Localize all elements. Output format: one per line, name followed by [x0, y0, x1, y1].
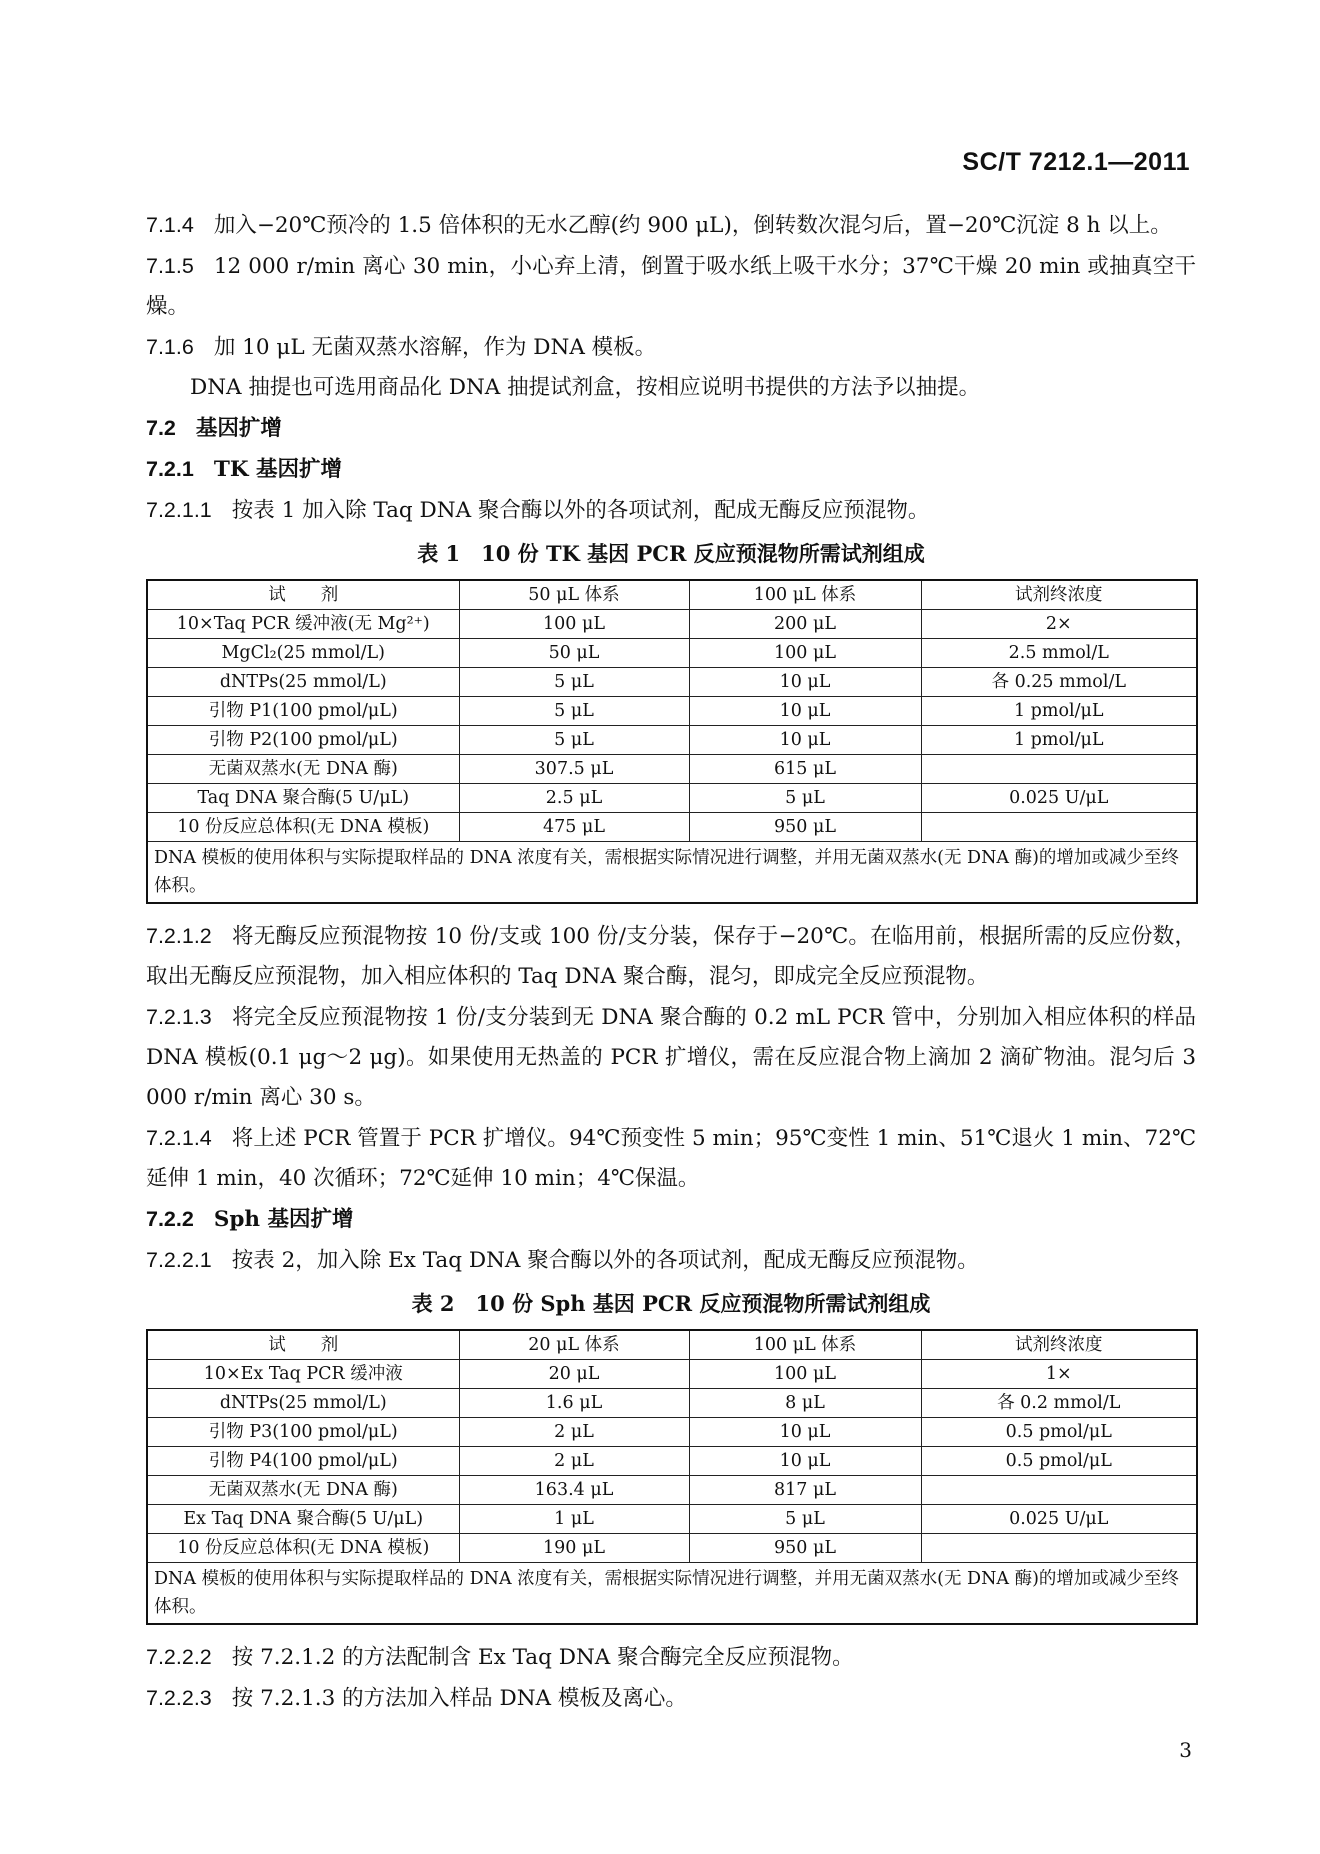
table-row — [147, 668, 1197, 697]
table-cell — [921, 1476, 1197, 1505]
table-row — [147, 1360, 1197, 1389]
table-cell: Ex Taq DNA 聚合酶(5 U/μL) — [147, 1505, 459, 1534]
table-cell: 引物 P1(100 pmol/μL) — [147, 697, 459, 726]
table-cell: MgCl₂(25 mmol/L) — [147, 639, 459, 668]
table-note-row — [147, 842, 1197, 904]
table-header-cell: 100 μL 体系 — [689, 1330, 921, 1360]
table-cell: 100 μL — [689, 639, 921, 668]
table-cell: 0.5 pmol/μL — [921, 1447, 1197, 1476]
table1-note: DNA 模板的使用体积与实际提取样品的 DNA 浓度有关，需根据实际情况进行调整，并用无菌双蒸水(无 DNA 酶)的增加或减少至终体积。 — [147, 842, 1197, 904]
paragraph-7-1-6: 7.1.6 加 10 μL 无菌双蒸水溶解，作为 DNA 模板。 — [146, 335, 657, 360]
table-note-row — [147, 1563, 1197, 1625]
table1 — [146, 579, 1198, 904]
heading-7-2-2: 7.2.2 Sph 基因扩增 — [146, 1207, 354, 1232]
table-row — [147, 1505, 1197, 1534]
table-cell: 2× — [921, 610, 1197, 639]
table-cell — [921, 1534, 1197, 1563]
table-cell: 10 μL — [689, 668, 921, 697]
note-dna-kit: DNA 抽提也可选用商品化 DNA 抽提试剂盒，按相应说明书提供的方法予以抽提。 — [190, 375, 981, 400]
table-cell: 无菌双蒸水(无 DNA 酶) — [147, 1476, 459, 1505]
table-cell: dNTPs(25 mmol/L) — [147, 668, 459, 697]
table-cell: 引物 P4(100 pmol/μL) — [147, 1447, 459, 1476]
table2 — [146, 1329, 1198, 1625]
table-header-cell: 试 剂 — [147, 580, 459, 610]
paragraph-7-2-1-4: 7.2.1.4 将上述 PCR 管置于 PCR 扩增仪。94℃预变性 5 min；95℃变性 1 min、51℃退火 1 min、72℃延伸 1 min，40 次循环；72℃延伸 10 min；4℃保温。 — [146, 1126, 1196, 1191]
table-cell: 950 μL — [689, 813, 921, 842]
table-cell: 引物 P2(100 pmol/μL) — [147, 726, 459, 755]
table-cell: 615 μL — [689, 755, 921, 784]
table2-note: DNA 模板的使用体积与实际提取样品的 DNA 浓度有关，需根据实际情况进行调整，并用无菌双蒸水(无 DNA 酶)的增加或减少至终体积。 — [147, 1563, 1197, 1625]
table-header-row — [147, 1330, 1197, 1360]
table-cell: 10×Ex Taq PCR 缓冲液 — [147, 1360, 459, 1389]
table-row — [147, 1476, 1197, 1505]
spacer — [146, 1625, 1196, 1637]
table-cell: 5 μL — [459, 697, 689, 726]
table-header-cell: 试剂终浓度 — [921, 1330, 1197, 1360]
table-cell: 10 份反应总体积(无 DNA 模板) — [147, 813, 459, 842]
table-row — [147, 639, 1197, 668]
table-cell: 100 μL — [459, 610, 689, 639]
table-cell: 1 μL — [459, 1505, 689, 1534]
paragraph-7-2-1-2: 7.2.1.2 将无酶反应预混物按 10 份/支或 100 份/支分装，保存于−20℃。在临用前，根据所需的反应份数，取出无酶反应预混物，加入相应体积的 Taq DNA 聚合酶，混匀，即成完全反应预混物。 — [146, 924, 1196, 989]
table-row — [147, 1389, 1197, 1418]
table-cell: 475 μL — [459, 813, 689, 842]
table-cell: 各 0.25 mmol/L — [921, 668, 1197, 697]
table-cell: 20 μL — [459, 1360, 689, 1389]
paragraph-7-2-1-1: 7.2.1.1 按表 1 加入除 Taq DNA 聚合酶以外的各项试剂，配成无酶反应预混物。 — [146, 498, 930, 523]
table-cell: 817 μL — [689, 1476, 921, 1505]
standard-code: SC/T 7212.1—2011 — [962, 148, 1190, 176]
table-cell: 5 μL — [459, 726, 689, 755]
table-cell: 1 pmol/μL — [921, 697, 1197, 726]
table-row — [147, 813, 1197, 842]
table-cell: 2 μL — [459, 1447, 689, 1476]
paragraph-7-2-2-2: 7.2.2.2 按 7.2.1.2 的方法配制含 Ex Taq DNA 聚合酶完全反应预混物。 — [146, 1645, 854, 1670]
table2-caption: 表 2 10 份 Sph 基因 PCR 反应预混物所需试剂组成 — [411, 1291, 931, 1316]
table-cell: 10 份反应总体积(无 DNA 模板) — [147, 1534, 459, 1563]
paragraph-7-1-4: 7.1.4 加入−20℃预冷的 1.5 倍体积的无水乙醇(约 900 μL)，倒转数次混匀后，置−20℃沉淀 8 h 以上。 — [146, 213, 1172, 238]
heading-7-2-1: 7.2.1 TK 基因扩增 — [146, 457, 342, 482]
table-cell — [921, 755, 1197, 784]
table-header-cell: 100 μL 体系 — [689, 580, 921, 610]
table-cell: 8 μL — [689, 1389, 921, 1418]
table-cell: 0.025 U/μL — [921, 784, 1197, 813]
table-cell: 5 μL — [689, 784, 921, 813]
paragraph-7-2-1-3: 7.2.1.3 将完全反应预混物按 1 份/支分装到无 DNA 聚合酶的 0.2 mL PCR 管中，分别加入相应体积的样品 DNA 模板(0.1 μg～2 μg)。如果使用无热盖的 PCR 扩增仪，需在反应混合物上滴加 2 滴矿物油。混匀后 3 000 r/min 离心 30 s。 — [146, 1005, 1196, 1110]
table-header-cell: 试剂终浓度 — [921, 580, 1197, 610]
table-cell: 1 pmol/μL — [921, 726, 1197, 755]
table-row — [147, 755, 1197, 784]
spacer — [146, 904, 1196, 916]
table-header-cell: 20 μL 体系 — [459, 1330, 689, 1360]
table-cell: Taq DNA 聚合酶(5 U/μL) — [147, 784, 459, 813]
table-cell: 1.6 μL — [459, 1389, 689, 1418]
table-cell: 50 μL — [459, 639, 689, 668]
table-row — [147, 1447, 1197, 1476]
table-cell: 10 μL — [689, 1447, 921, 1476]
table-cell: 163.4 μL — [459, 1476, 689, 1505]
paragraph-7-2-2-3: 7.2.2.3 按 7.2.1.3 的方法加入样品 DNA 模板及离心。 — [146, 1686, 687, 1711]
table-cell: 引物 P3(100 pmol/μL) — [147, 1418, 459, 1447]
table-cell: 307.5 μL — [459, 755, 689, 784]
table-cell: 190 μL — [459, 1534, 689, 1563]
table-cell: 2.5 mmol/L — [921, 639, 1197, 668]
table-cell: 5 μL — [459, 668, 689, 697]
table-cell: 10 μL — [689, 1418, 921, 1447]
paragraph-7-2-2-1: 7.2.2.1 按表 2，加入除 Ex Taq DNA 聚合酶以外的各项试剂，配成无酶反应预混物。 — [146, 1248, 979, 1273]
page-number: 3 — [1179, 1738, 1192, 1762]
table-cell: 2 μL — [459, 1418, 689, 1447]
table-cell: 2.5 μL — [459, 784, 689, 813]
table-row — [147, 1534, 1197, 1563]
table-cell: 1× — [921, 1360, 1197, 1389]
heading-7-2: 7.2 基因扩增 — [146, 416, 282, 441]
table-row — [147, 1418, 1197, 1447]
table-header-row — [147, 580, 1197, 610]
table-cell — [921, 813, 1197, 842]
table1-caption: 表 1 10 份 TK 基因 PCR 反应预混物所需试剂组成 — [417, 541, 925, 566]
table-cell: dNTPs(25 mmol/L) — [147, 1389, 459, 1418]
table-row — [147, 726, 1197, 755]
table-row — [147, 784, 1197, 813]
table-header-cell: 试 剂 — [147, 1330, 459, 1360]
table-cell: 0.025 U/μL — [921, 1505, 1197, 1534]
table-cell: 无菌双蒸水(无 DNA 酶) — [147, 755, 459, 784]
table-row — [147, 610, 1197, 639]
table-cell: 10 μL — [689, 697, 921, 726]
table-cell: 各 0.2 mmol/L — [921, 1389, 1197, 1418]
table-row — [147, 697, 1197, 726]
document-body — [146, 205, 1196, 1719]
table-cell: 200 μL — [689, 610, 921, 639]
table-cell: 950 μL — [689, 1534, 921, 1563]
table-cell: 5 μL — [689, 1505, 921, 1534]
paragraph-7-1-5: 7.1.5 12 000 r/min 离心 30 min，小心弃上清，倒置于吸水纸上吸干水分；37℃干燥 20 min 或抽真空干燥。 — [146, 254, 1196, 319]
table-cell: 100 μL — [689, 1360, 921, 1389]
table-header-cell: 50 μL 体系 — [459, 580, 689, 610]
table-cell: 10 μL — [689, 726, 921, 755]
table-cell: 10×Taq PCR 缓冲液(无 Mg²⁺) — [147, 610, 459, 639]
table-cell: 0.5 pmol/μL — [921, 1418, 1197, 1447]
